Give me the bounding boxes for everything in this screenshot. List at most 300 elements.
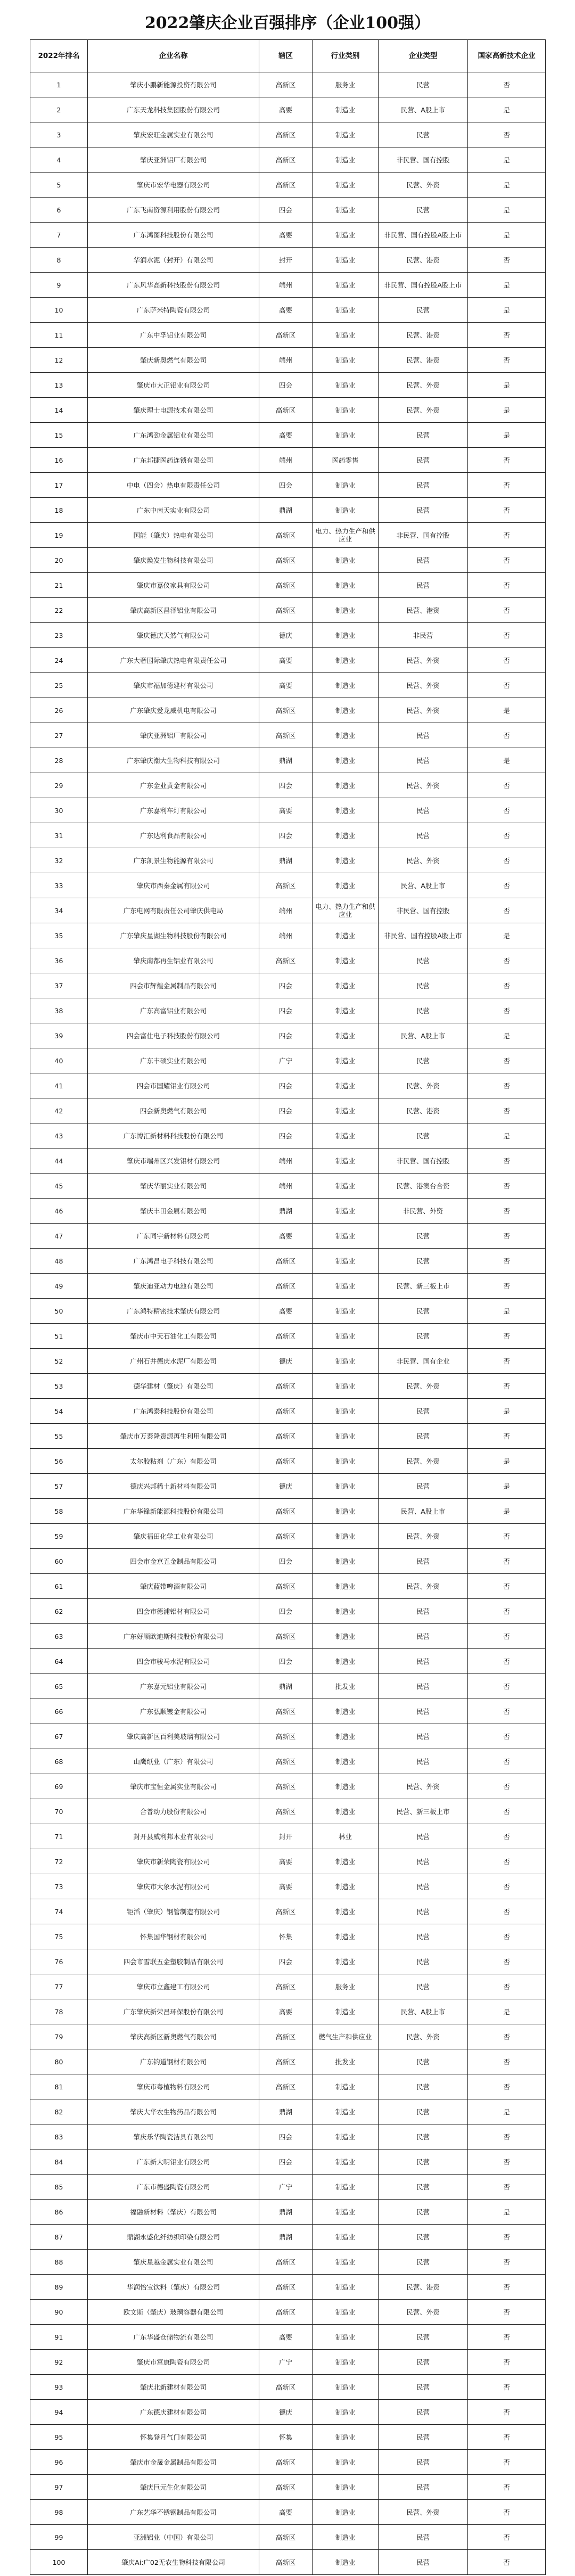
industry-cell: 制造业 xyxy=(313,2425,379,2450)
company-type-cell: 民营 xyxy=(379,1974,468,1999)
high-tech-cell: 否 xyxy=(468,1549,546,1574)
high-tech-cell: 否 xyxy=(468,1674,546,1699)
rank-cell: 72 xyxy=(30,1849,88,1874)
table-row xyxy=(30,2425,546,2450)
industry-cell: 制造业 xyxy=(313,1724,379,1749)
rank-cell: 28 xyxy=(30,748,88,773)
district-cell: 高要 xyxy=(259,1999,313,2024)
district-cell: 高要 xyxy=(259,673,313,698)
high-tech-cell: 否 xyxy=(468,1249,546,1274)
company-name-cell: 广东飞南资源利用股份有限公司 xyxy=(88,198,259,223)
company-name-cell: 肇庆市大正铝业有限公司 xyxy=(88,373,259,398)
rank-cell: 8 xyxy=(30,248,88,273)
company-type-cell: 民营 xyxy=(379,1599,468,1624)
district-cell: 高新区 xyxy=(259,1274,313,1299)
rank-cell: 39 xyxy=(30,1023,88,1048)
table-row xyxy=(30,1524,546,1549)
company-name-cell: 广东金业黄金有限公司 xyxy=(88,773,259,798)
industry-cell: 制造业 xyxy=(313,1148,379,1174)
district-cell: 德庆 xyxy=(259,623,313,648)
high-tech-cell: 否 xyxy=(468,473,546,498)
district-cell: 高要 xyxy=(259,2500,313,2525)
header-industry: 行业类别 xyxy=(313,40,379,72)
high-tech-cell: 否 xyxy=(468,723,546,748)
company-type-cell: 民营、外资 xyxy=(379,2024,468,2049)
district-cell: 高要 xyxy=(259,423,313,448)
company-name-cell: 怀集登月气门有限公司 xyxy=(88,2425,259,2450)
company-name-cell: 广东艺华不锈钢制品有限公司 xyxy=(88,2500,259,2525)
high-tech-cell: 否 xyxy=(468,2375,546,2400)
district-cell: 高新区 xyxy=(259,573,313,598)
table-row xyxy=(30,2049,546,2074)
table-row xyxy=(30,1424,546,1449)
rank-cell: 34 xyxy=(30,898,88,923)
district-cell: 高新区 xyxy=(259,2250,313,2275)
table-row xyxy=(30,1724,546,1749)
industry-cell: 制造业 xyxy=(313,1749,379,1774)
rank-cell: 65 xyxy=(30,1674,88,1699)
company-type-cell: 民营 xyxy=(379,1649,468,1674)
table-row xyxy=(30,1048,546,1073)
company-name-cell: 广东大奢国际肇庆热电有限责任公司 xyxy=(88,648,259,673)
district-cell: 四会 xyxy=(259,1599,313,1624)
table-row xyxy=(30,1749,546,1774)
company-type-cell: 民营 xyxy=(379,473,468,498)
company-type-cell: 民营 xyxy=(379,948,468,973)
company-name-cell: 肇庆市万泰隆资源再生利用有限公司 xyxy=(88,1424,259,1449)
high-tech-cell: 否 xyxy=(468,648,546,673)
industry-cell: 制造业 xyxy=(313,1899,379,1924)
industry-cell: 制造业 xyxy=(313,723,379,748)
company-name-cell: 肇庆Ai:广02无农生物科技有限公司 xyxy=(88,2550,259,2575)
industry-cell: 制造业 xyxy=(313,873,379,898)
industry-cell: 制造业 xyxy=(313,1924,379,1949)
industry-cell: 电力、热力生产和供应业 xyxy=(313,523,379,548)
district-cell: 鼎湖 xyxy=(259,848,313,873)
industry-cell: 制造业 xyxy=(313,798,379,823)
high-tech-cell: 否 xyxy=(468,1349,546,1374)
company-type-cell: 非民营 xyxy=(379,623,468,648)
industry-cell: 制造业 xyxy=(313,2099,379,2124)
table-row xyxy=(30,448,546,473)
rank-cell: 55 xyxy=(30,1424,88,1449)
table-row xyxy=(30,773,546,798)
rank-cell: 37 xyxy=(30,973,88,998)
table-row xyxy=(30,1949,546,1974)
high-tech-cell: 否 xyxy=(468,1424,546,1449)
high-tech-cell: 否 xyxy=(468,873,546,898)
company-type-cell: 民营 xyxy=(379,498,468,523)
rank-cell: 41 xyxy=(30,1073,88,1098)
rank-cell: 93 xyxy=(30,2375,88,2400)
rank-cell: 23 xyxy=(30,623,88,648)
industry-cell: 制造业 xyxy=(313,973,379,998)
company-type-cell: 民营 xyxy=(379,2200,468,2225)
company-name-cell: 钜滔（肇庆）钢管制造有限公司 xyxy=(88,1899,259,1924)
company-type-cell: 民营 xyxy=(379,1949,468,1974)
company-name-cell: 封开县威利邦木业有限公司 xyxy=(88,1824,259,1849)
table-row xyxy=(30,373,546,398)
industry-cell: 制造业 xyxy=(313,1349,379,1374)
company-name-cell: 广东肇庆爱龙威机电有限公司 xyxy=(88,698,259,723)
company-type-cell: 民营 xyxy=(379,1874,468,1899)
district-cell: 鼎湖 xyxy=(259,1674,313,1699)
company-name-cell: 肇庆市福加德建材有限公司 xyxy=(88,673,259,698)
district-cell: 四会 xyxy=(259,1073,313,1098)
table-row xyxy=(30,848,546,873)
district-cell: 端州 xyxy=(259,448,313,473)
company-name-cell: 四会市雪联五金塑胶制品有限公司 xyxy=(88,1949,259,1974)
high-tech-cell: 否 xyxy=(468,1749,546,1774)
table-row xyxy=(30,1874,546,1899)
company-name-cell: 广东好顺欧迪斯科技股份有限公司 xyxy=(88,1624,259,1649)
table-row xyxy=(30,2150,546,2175)
company-name-cell: 广东风华高新科技股份有限公司 xyxy=(88,273,259,298)
company-name-cell: 肇庆华丽实业有限公司 xyxy=(88,1174,259,1199)
high-tech-cell: 否 xyxy=(468,948,546,973)
rank-cell: 43 xyxy=(30,1123,88,1148)
industry-cell: 制造业 xyxy=(313,548,379,573)
rank-cell: 89 xyxy=(30,2275,88,2300)
table-row xyxy=(30,147,546,173)
high-tech-cell: 是 xyxy=(468,698,546,723)
high-tech-cell: 否 xyxy=(468,348,546,373)
rank-cell: 19 xyxy=(30,523,88,548)
high-tech-cell: 否 xyxy=(468,798,546,823)
table-row xyxy=(30,1499,546,1524)
district-cell: 广宁 xyxy=(259,2175,313,2200)
table-row xyxy=(30,2325,546,2350)
high-tech-cell: 否 xyxy=(468,2225,546,2250)
high-tech-cell: 否 xyxy=(468,998,546,1023)
district-cell: 端州 xyxy=(259,1174,313,1199)
high-tech-cell: 否 xyxy=(468,1374,546,1399)
rank-cell: 99 xyxy=(30,2525,88,2550)
district-cell: 封开 xyxy=(259,248,313,273)
industry-cell: 制造业 xyxy=(313,1874,379,1899)
table-row xyxy=(30,1824,546,1849)
rank-cell: 15 xyxy=(30,423,88,448)
company-type-cell: 民营、港资 xyxy=(379,2275,468,2300)
rank-cell: 18 xyxy=(30,498,88,523)
rank-cell: 63 xyxy=(30,1624,88,1649)
high-tech-cell: 否 xyxy=(468,1949,546,1974)
table-row xyxy=(30,2200,546,2225)
company-name-cell: 山鹰纸业（广东）有限公司 xyxy=(88,1749,259,1774)
company-type-cell: 民营 xyxy=(379,1699,468,1724)
table-row xyxy=(30,198,546,223)
company-type-cell: 民营 xyxy=(379,198,468,223)
rank-cell: 20 xyxy=(30,548,88,573)
district-cell: 鼎湖 xyxy=(259,2225,313,2250)
company-name-cell: 肇庆高新区百利美玻璃有限公司 xyxy=(88,1724,259,1749)
table-row xyxy=(30,548,546,573)
header-district: 辖区 xyxy=(259,40,313,72)
district-cell: 四会 xyxy=(259,2150,313,2175)
company-name-cell: 广东肇庆潮大生物科技有限公司 xyxy=(88,748,259,773)
table-row xyxy=(30,423,546,448)
table-row xyxy=(30,1299,546,1324)
district-cell: 高要 xyxy=(259,298,313,323)
rank-cell: 60 xyxy=(30,1549,88,1574)
header-company-type: 企业类型 xyxy=(379,40,468,72)
company-type-cell: 民营 xyxy=(379,2074,468,2099)
high-tech-cell: 否 xyxy=(468,1974,546,1999)
company-type-cell: 民营 xyxy=(379,1324,468,1349)
company-name-cell: 广东同宇新材料有限公司 xyxy=(88,1224,259,1249)
district-cell: 四会 xyxy=(259,823,313,848)
industry-cell: 制造业 xyxy=(313,673,379,698)
company-name-cell: 广东高富铝业有限公司 xyxy=(88,998,259,1023)
district-cell: 高要 xyxy=(259,2325,313,2350)
industry-cell: 制造业 xyxy=(313,122,379,147)
company-type-cell: 民营、外资 xyxy=(379,648,468,673)
rank-cell: 44 xyxy=(30,1148,88,1174)
company-name-cell: 广东电网有限责任公司肇庆供电局 xyxy=(88,898,259,923)
high-tech-cell: 否 xyxy=(468,1098,546,1123)
rank-cell: 83 xyxy=(30,2124,88,2150)
company-name-cell: 广东鸿泰科技股份有限公司 xyxy=(88,1399,259,1424)
company-type-cell: 民营 xyxy=(379,448,468,473)
district-cell: 四会 xyxy=(259,1123,313,1148)
district-cell: 高新区 xyxy=(259,548,313,573)
industry-cell: 制造业 xyxy=(313,998,379,1023)
table-row xyxy=(30,2225,546,2250)
rank-cell: 38 xyxy=(30,998,88,1023)
company-name-cell: 肇庆市富康陶瓷有限公司 xyxy=(88,2350,259,2375)
district-cell: 高新区 xyxy=(259,2049,313,2074)
company-type-cell: 民营 xyxy=(379,2525,468,2550)
district-cell: 四会 xyxy=(259,773,313,798)
district-cell: 高要 xyxy=(259,223,313,248)
company-type-cell: 民营 xyxy=(379,723,468,748)
district-cell: 四会 xyxy=(259,1949,313,1974)
company-type-cell: 民营 xyxy=(379,1299,468,1324)
company-type-cell: 民营、外资 xyxy=(379,1524,468,1549)
table-row xyxy=(30,1649,546,1674)
industry-cell: 制造业 xyxy=(313,573,379,598)
company-name-cell: 肇庆南都再生铝业有限公司 xyxy=(88,948,259,973)
company-name-cell: 肇庆市粤植物料有限公司 xyxy=(88,2074,259,2099)
company-type-cell: 民营 xyxy=(379,2550,468,2575)
district-cell: 高要 xyxy=(259,1849,313,1874)
header-high-tech: 国家高新技术企业 xyxy=(468,40,546,72)
company-type-cell: 民营、外资 xyxy=(379,773,468,798)
rank-cell: 51 xyxy=(30,1324,88,1349)
rank-cell: 59 xyxy=(30,1524,88,1549)
district-cell: 高新区 xyxy=(259,1724,313,1749)
high-tech-cell: 否 xyxy=(468,2450,546,2475)
district-cell: 高新区 xyxy=(259,698,313,723)
district-cell: 鼎湖 xyxy=(259,2099,313,2124)
industry-cell: 制造业 xyxy=(313,2350,379,2375)
table-row xyxy=(30,973,546,998)
district-cell: 高新区 xyxy=(259,1624,313,1649)
high-tech-cell: 是 xyxy=(468,273,546,298)
rank-cell: 29 xyxy=(30,773,88,798)
high-tech-cell: 否 xyxy=(468,2475,546,2500)
rank-cell: 95 xyxy=(30,2425,88,2450)
table-row xyxy=(30,1924,546,1949)
high-tech-cell: 否 xyxy=(468,1899,546,1924)
high-tech-cell: 是 xyxy=(468,198,546,223)
company-type-cell: 民营 xyxy=(379,573,468,598)
table-row xyxy=(30,473,546,498)
industry-cell: 制造业 xyxy=(313,198,379,223)
district-cell: 四会 xyxy=(259,973,313,998)
industry-cell: 制造业 xyxy=(313,273,379,298)
company-type-cell: 民营、外资 xyxy=(379,673,468,698)
high-tech-cell: 否 xyxy=(468,2150,546,2175)
high-tech-cell: 是 xyxy=(468,748,546,773)
rank-cell: 31 xyxy=(30,823,88,848)
table-row xyxy=(30,348,546,373)
company-type-cell: 民营、外资 xyxy=(379,698,468,723)
high-tech-cell: 否 xyxy=(468,1724,546,1749)
district-cell: 四会 xyxy=(259,1649,313,1674)
table-row xyxy=(30,1349,546,1374)
industry-cell: 制造业 xyxy=(313,1524,379,1549)
company-name-cell: 广东肇庆新荣昌环保股份有限公司 xyxy=(88,1999,259,2024)
high-tech-cell: 否 xyxy=(468,1224,546,1249)
table-row xyxy=(30,2250,546,2275)
rank-cell: 27 xyxy=(30,723,88,748)
company-name-cell: 广东华盛仓储物流有限公司 xyxy=(88,2325,259,2350)
industry-cell: 制造业 xyxy=(313,2150,379,2175)
industry-cell: 制造业 xyxy=(313,1624,379,1649)
industry-cell: 制造业 xyxy=(313,1399,379,1424)
rank-cell: 17 xyxy=(30,473,88,498)
company-name-cell: 四会市国耀铝业有限公司 xyxy=(88,1073,259,1098)
company-type-cell: 民营、港资 xyxy=(379,1098,468,1123)
district-cell: 高要 xyxy=(259,1299,313,1324)
table-row xyxy=(30,648,546,673)
district-cell: 鼎湖 xyxy=(259,1199,313,1224)
table-row xyxy=(30,523,546,548)
rank-cell: 88 xyxy=(30,2250,88,2275)
company-name-cell: 太尔胶粘剂（广东）有限公司 xyxy=(88,1449,259,1474)
company-type-cell: 民营 xyxy=(379,2175,468,2200)
company-type-cell: 民营、外资 xyxy=(379,848,468,873)
company-name-cell: 广东丰硕实业有限公司 xyxy=(88,1048,259,1073)
table-row xyxy=(30,173,546,198)
table-row xyxy=(30,248,546,273)
high-tech-cell: 否 xyxy=(468,1649,546,1674)
industry-cell: 制造业 xyxy=(313,248,379,273)
company-name-cell: 广东鸿劲金属铝业有限公司 xyxy=(88,423,259,448)
table-row xyxy=(30,1174,546,1199)
company-type-cell: 民营、A股上市 xyxy=(379,1499,468,1524)
high-tech-cell: 是 xyxy=(468,1399,546,1424)
rank-cell: 47 xyxy=(30,1224,88,1249)
table-row xyxy=(30,1324,546,1349)
table-row xyxy=(30,1249,546,1274)
company-type-cell: 民营 xyxy=(379,1424,468,1449)
table-row xyxy=(30,1899,546,1924)
industry-cell: 制造业 xyxy=(313,1424,379,1449)
industry-cell: 制造业 xyxy=(313,173,379,198)
industry-cell: 制造业 xyxy=(313,623,379,648)
table-row xyxy=(30,2400,546,2425)
table-row xyxy=(30,2300,546,2325)
company-type-cell: 非民营、国有控股 xyxy=(379,898,468,923)
high-tech-cell: 否 xyxy=(468,1324,546,1349)
table-row xyxy=(30,273,546,298)
company-type-cell: 民营 xyxy=(379,2225,468,2250)
high-tech-cell: 是 xyxy=(468,2099,546,2124)
company-name-cell: 肇庆北新建材有限公司 xyxy=(88,2375,259,2400)
table-row xyxy=(30,2275,546,2300)
district-cell: 四会 xyxy=(259,373,313,398)
rank-cell: 12 xyxy=(30,348,88,373)
high-tech-cell: 否 xyxy=(468,573,546,598)
high-tech-cell: 否 xyxy=(468,1699,546,1724)
rank-cell: 10 xyxy=(30,298,88,323)
table-row xyxy=(30,122,546,147)
company-type-cell: 民营 xyxy=(379,2150,468,2175)
page-title: 2022肇庆企业百强排序（企业100强） xyxy=(144,14,431,32)
industry-cell: 制造业 xyxy=(313,2175,379,2200)
company-name-cell: 肇庆市立鑫建工有限公司 xyxy=(88,1974,259,1999)
rank-cell: 4 xyxy=(30,147,88,173)
company-name-cell: 肇庆迪亚动力电池有限公司 xyxy=(88,1274,259,1299)
company-type-cell: 民营、外资 xyxy=(379,1774,468,1799)
high-tech-cell: 否 xyxy=(468,248,546,273)
high-tech-cell: 否 xyxy=(468,2550,546,2575)
industry-cell: 制造业 xyxy=(313,373,379,398)
district-cell: 高新区 xyxy=(259,1399,313,1424)
high-tech-cell: 是 xyxy=(468,97,546,122)
company-type-cell: 民营 xyxy=(379,2475,468,2500)
high-tech-cell: 否 xyxy=(468,598,546,623)
table-row xyxy=(30,2475,546,2500)
district-cell: 四会 xyxy=(259,2124,313,2150)
company-type-cell: 民营 xyxy=(379,1849,468,1874)
high-tech-cell: 否 xyxy=(468,1148,546,1174)
table-row xyxy=(30,323,546,348)
company-type-cell: 民营 xyxy=(379,2325,468,2350)
industry-cell: 制造业 xyxy=(313,1224,379,1249)
table-row xyxy=(30,2074,546,2099)
company-type-cell: 民营 xyxy=(379,973,468,998)
industry-cell: 制造业 xyxy=(313,2400,379,2425)
company-name-cell: 四会市金京五金制品有限公司 xyxy=(88,1549,259,1574)
company-name-cell: 广东邦捷医药连锁有限公司 xyxy=(88,448,259,473)
rank-cell: 2 xyxy=(30,97,88,122)
high-tech-cell: 否 xyxy=(468,2300,546,2325)
company-name-cell: 广州石井德庆水泥厂有限公司 xyxy=(88,1349,259,1374)
high-tech-cell: 是 xyxy=(468,173,546,198)
table-row xyxy=(30,2124,546,2150)
rank-cell: 85 xyxy=(30,2175,88,2200)
company-type-cell: 民营、港资 xyxy=(379,248,468,273)
industry-cell: 制造业 xyxy=(313,2074,379,2099)
rank-cell: 22 xyxy=(30,598,88,623)
district-cell: 端州 xyxy=(259,1148,313,1174)
rank-cell: 30 xyxy=(30,798,88,823)
district-cell: 高新区 xyxy=(259,1749,313,1774)
company-type-cell: 民营、港资 xyxy=(379,598,468,623)
industry-cell: 制造业 xyxy=(313,1549,379,1574)
company-type-cell: 非民营、国有企业 xyxy=(379,1349,468,1374)
industry-cell: 制造业 xyxy=(313,1499,379,1524)
company-type-cell: 民营、外资 xyxy=(379,1073,468,1098)
high-tech-cell: 是 xyxy=(468,373,546,398)
table-row xyxy=(30,1674,546,1699)
rank-cell: 52 xyxy=(30,1349,88,1374)
district-cell: 高新区 xyxy=(259,1424,313,1449)
company-name-cell: 广东嘉利车灯有限公司 xyxy=(88,798,259,823)
